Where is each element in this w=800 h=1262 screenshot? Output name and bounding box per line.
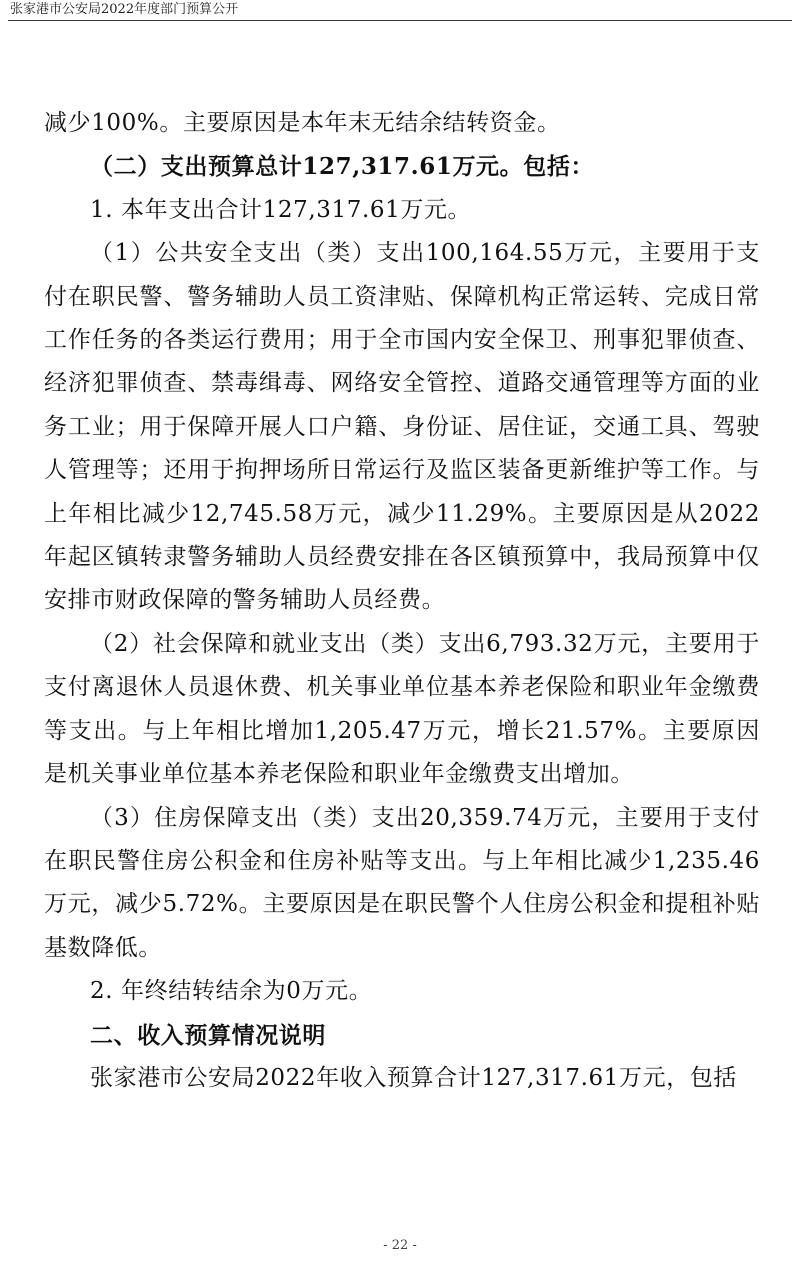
page-number: - 22 -: [383, 1238, 417, 1253]
heading-expenditure-total: （二）支出预算总计127,317.61万元。包括：: [90, 153, 595, 181]
heading-income-budget: 二、收入预算情况说明: [90, 1021, 326, 1049]
running-header: 张家港市公安局2022年度部门预算公开: [10, 2, 239, 17]
document-body: [44, 102, 760, 1100]
paragraph-year-end-balance: 2. 年终结转结余为0万元。: [90, 978, 373, 1005]
header-rule: [8, 20, 792, 21]
paragraph-annual-expenditure: 1. 本年支出合计127,317.61万元。: [90, 196, 472, 223]
paragraph-social-security: （2）社会保障和就业支出（类）支出6,793.32万元，主要用于支付离退休人员退休费、机关事业单位基本养老保险和职业年金缴费等支出。与上年相比增加1,205.47万元，增长21.57%。主要原因是机关事业单位基本养老保险和职业年金缴费支出增加。: [44, 630, 760, 788]
paragraph-income-total: 张家港市公安局2022年收入预算合计127,317.61万元，包括: [90, 1064, 738, 1091]
paragraph-public-security: （1）公共安全支出（类）支出100,164.55万元，主要用于支付在职民警、警务辅助人员工资津贴、保障机构正常运转、完成日常工作任务的各类运行费用；用于全市国内安全保卫、刑事犯罪侦查、经济犯罪侦查、禁毒缉毒、网络安全管控、道路交通管理等方面的业务工业；用于保障开展人口户籍、身份证、居住证，交通工具、驾驶人管理等；还用于拘押场所日常运行及监区装备更新维护等工作。与上年相比减少12,745.58万元，减少11.29%。主要原因是从2022年起区镇转隶警务辅助人员经费安排在各区镇预算中，我局预算中仅安排市财政保障的警务辅助人员经费。: [44, 240, 760, 614]
paragraph-carryover: 减少100%。主要原因是本年末无结余结转资金。: [44, 110, 561, 136]
paragraph-housing: （3）住房保障支出（类）支出20,359.74万元，主要用于支付在职民警住房公积金和住房补贴等支出。与上年相比减少1,235.46万元，减少5.72%。主要原因是在职民警个人住房公积金和提租补贴基数降低。: [44, 804, 760, 961]
